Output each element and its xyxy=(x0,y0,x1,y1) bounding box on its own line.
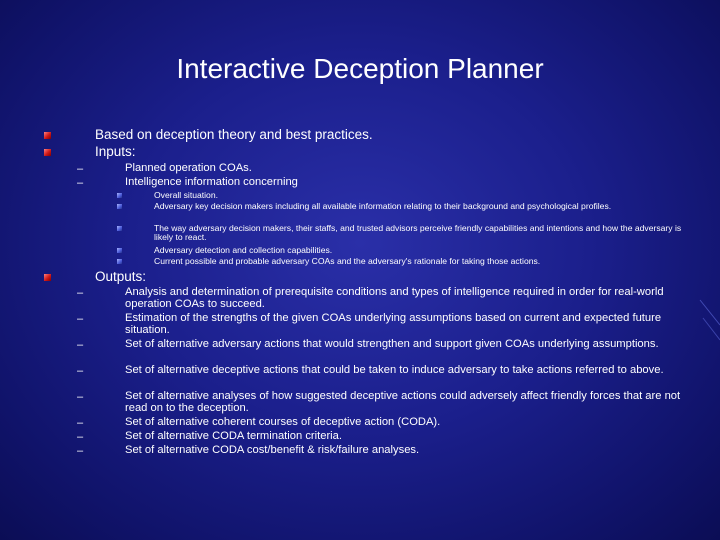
intel-item: Adversary detection and collection capabilities. xyxy=(154,245,333,255)
dash-bullet-icon: – xyxy=(77,365,84,377)
blue-square-bullet-icon xyxy=(117,226,122,231)
intel-item: Overall situation. xyxy=(154,190,219,200)
dash-bullet-icon: – xyxy=(77,445,84,457)
dash-bullet-icon: – xyxy=(77,287,84,299)
dash-bullet-icon: – xyxy=(77,177,84,189)
output-item: Set of alternative adversary actions that would strengthen and support given COAs underlying assumptions. xyxy=(125,338,659,350)
dash-bullet-icon: – xyxy=(77,417,84,429)
dash-bullet-icon: – xyxy=(77,431,84,443)
dash-bullet-icon: – xyxy=(77,313,84,325)
blue-square-bullet-icon xyxy=(117,259,122,264)
blue-square-bullet-icon xyxy=(117,193,122,198)
bullet-based-on-theory: Based on deception theory and best practices. xyxy=(95,127,373,142)
dash-bullet-icon: – xyxy=(77,163,84,175)
output-item: Set of alternative CODA termination criteria. xyxy=(125,430,343,442)
dash-bullet-icon: – xyxy=(77,339,84,351)
red-square-bullet-icon xyxy=(44,132,51,139)
output-item: Estimation of the strengths of the given COAs underlying assumptions based on current and expected future situation. xyxy=(125,312,662,337)
input-item: Intelligence information concerning xyxy=(125,176,298,188)
output-item: Set of alternative analyses of how suggested deceptive actions could adversely affect friendly forces that are not read on to the deception. xyxy=(125,390,681,415)
red-square-bullet-icon xyxy=(44,149,51,156)
bullet-outputs: Outputs: xyxy=(95,269,147,284)
slide-title: Interactive Deception Planner xyxy=(176,53,544,84)
output-item: Set of alternative coherent courses of deceptive action (CODA). xyxy=(125,416,441,428)
dash-bullet-icon: – xyxy=(77,391,84,403)
output-item: Set of alternative deceptive actions that could be taken to induce adversary to take actions referred to above. xyxy=(125,364,664,376)
output-item: Set of alternative CODA cost/benefit & risk/failure analyses. xyxy=(125,444,420,456)
input-item: Planned operation COAs. xyxy=(125,162,252,174)
red-square-bullet-icon xyxy=(44,274,51,281)
output-item: Analysis and determination of prerequisite conditions and types of intelligence required in order for real-world operation COAs to succeed. xyxy=(125,286,664,311)
intel-item: Adversary key decision makers including all available information relating to their background and psychological profiles. xyxy=(154,201,612,211)
blue-square-bullet-icon xyxy=(117,204,122,209)
bullet-inputs: Inputs: xyxy=(95,144,136,159)
blue-square-bullet-icon xyxy=(117,248,122,253)
intel-item: The way adversary decision makers, their staffs, and trusted advisors perceive friendly capabilities and intentions and how the adversary is likely to react. xyxy=(154,223,682,243)
intel-item: Current possible and probable adversary COAs and the adversary's rationale for taking those actions. xyxy=(154,256,541,266)
